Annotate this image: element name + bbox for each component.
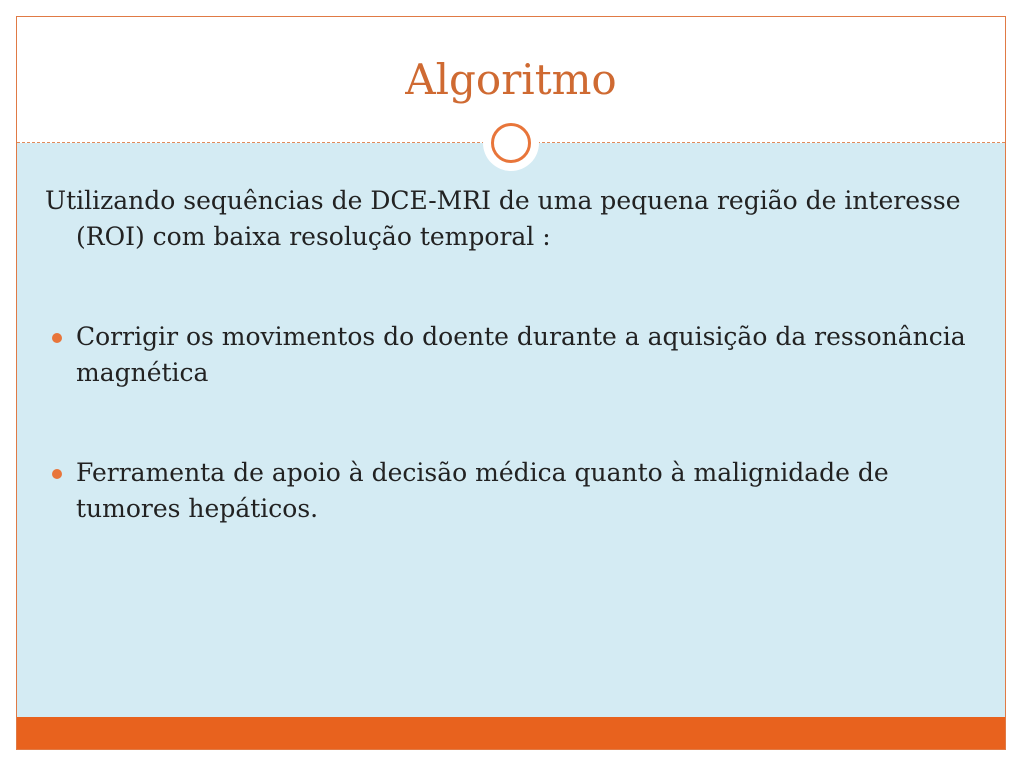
bullet-text: Ferramenta de apoio à decisão médica quanto à malignidade de tumores hepáticos. [76, 458, 889, 523]
bullet-item [45, 319, 985, 391]
bullet-text: Corrigir os movimentos do doente durante a aquisição da ressonância magnética [76, 322, 966, 387]
slide-title: Algoritmo [405, 55, 617, 104]
bullet-item [45, 455, 985, 527]
bullet-dot-icon [52, 333, 62, 343]
bullet-dot-icon [52, 469, 62, 479]
slide [16, 16, 1006, 750]
circle-ring [491, 123, 531, 163]
intro-paragraph: Utilizando sequências de DCE-MRI de uma pequena região de interesse (ROI) com baixa resolução temporal : [45, 186, 961, 251]
circle-ornament-icon [483, 115, 539, 171]
slide-body [45, 183, 985, 527]
footer-bar [17, 717, 1005, 750]
